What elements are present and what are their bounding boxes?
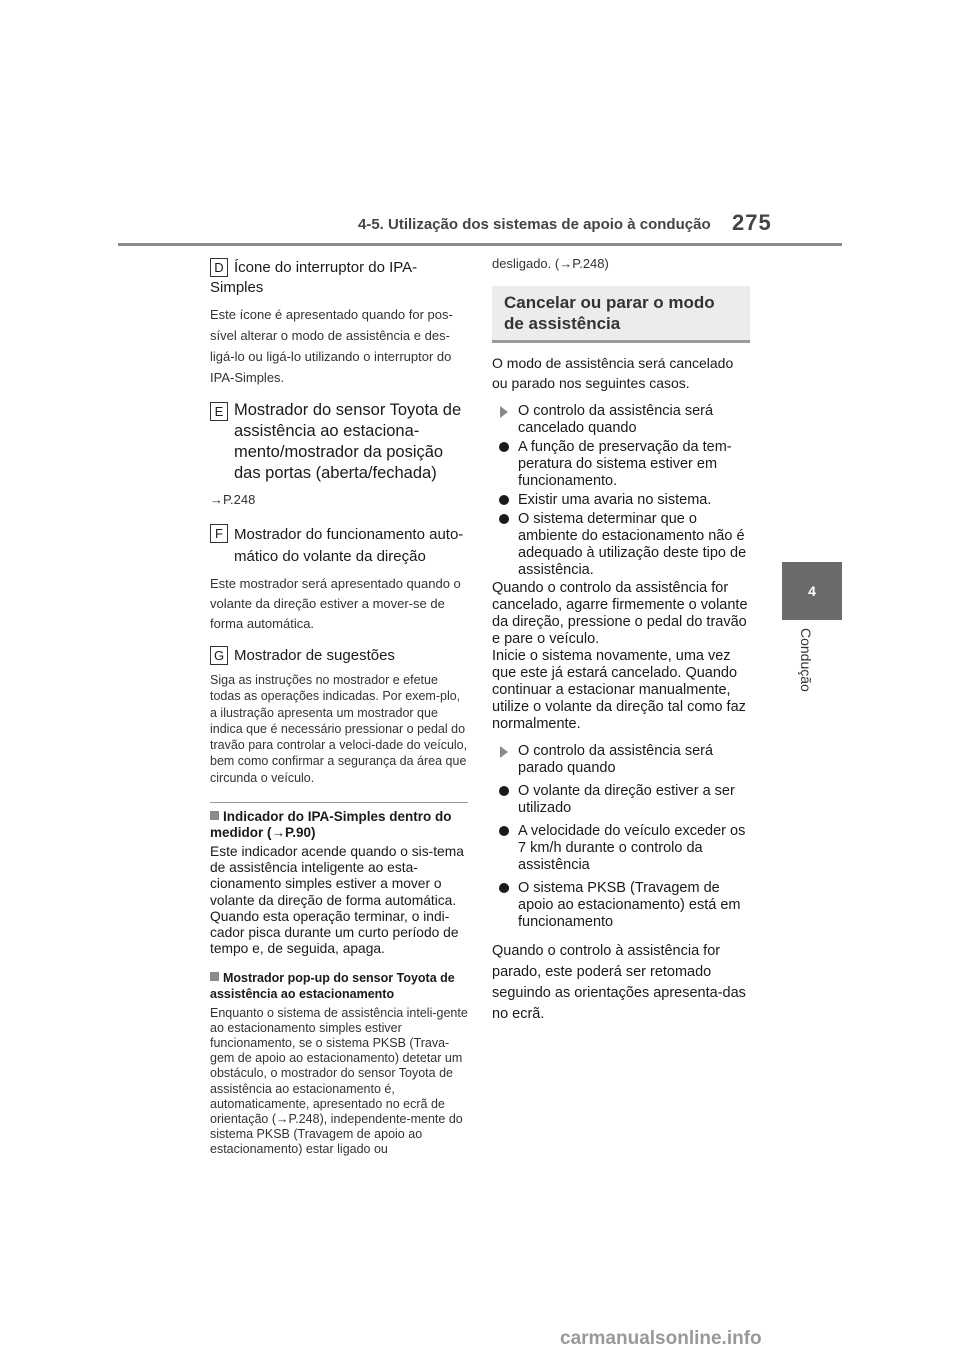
triangle-bullet-icon [500, 406, 508, 418]
bullet-dot-icon [499, 514, 509, 524]
continuation-text: desligado. (→P.248) [492, 256, 609, 271]
chapter-tab[interactable] [782, 562, 842, 620]
triangle-bullet-icon [500, 746, 508, 758]
cancel-bullet-2-text: Existir uma avaria no sistema. [518, 492, 712, 508]
watermark: carmanualsonline.info [560, 1328, 762, 1349]
square-bullet-icon [210, 972, 219, 981]
item-d [210, 258, 468, 388]
item-f-title: Mostrador do funcionamento auto-mático do volante da direção [234, 526, 464, 565]
sub-section-indicator [210, 809, 468, 957]
cancel-bullet-1 [492, 439, 750, 490]
cancel-group-title: O controlo da assistência será cancelado quando [518, 403, 714, 436]
bullet-dot-icon [499, 442, 509, 452]
stop-bullet-1-text: O volante da direção estiver a ser utilizado [518, 783, 735, 816]
left-column [210, 258, 468, 1158]
cancel-group-title-row [492, 403, 750, 437]
item-e-text: →P.248 [210, 492, 256, 507]
item-g-text: Siga as instruções no mostrador e efetue todas as operações indicadas. Por exem-plo, a ilustração apresenta um mostrador que indica que é necessário pressionar o pedal do travão para controlar a veloci-dade do veículo, bem como confirmar a segurança da área que circunda o veículo. [210, 673, 468, 785]
item-d-title-row [210, 258, 468, 298]
chapter-label: Condução [798, 628, 814, 692]
sub-heading-popup-text: Mostrador pop-up do sensor Toyota de assistência ao estacionamento [210, 970, 455, 1001]
sub-heading-popup [210, 970, 468, 1002]
chapter-section-title: 4-5. Utilização dos sistemas de apoio à condução [358, 216, 711, 233]
section-title-box [492, 286, 750, 343]
cancel-paragraph-2: Inicie o sistema novamente, uma vez que este já estará cancelado. Quando continuar a estacionar manualmente, utilize o volante da direção tal como faz normalmente. [492, 648, 746, 732]
item-g-title-row [210, 646, 468, 666]
stop-group-title-row [492, 743, 750, 777]
item-d-letter: D [210, 258, 228, 277]
cancel-bullet-3 [492, 511, 750, 579]
sub-heading-indicator-text: Indicador do IPA-Simples dentro do medidor (→P.90) [210, 809, 452, 841]
sub-section-popup [210, 970, 468, 1158]
sub-heading-indicator [210, 809, 468, 841]
square-bullet-icon [210, 811, 219, 820]
section-intro: O modo de assistência será cancelado ou parado nos seguintes casos. [492, 355, 734, 391]
item-f-letter: F [210, 524, 228, 543]
page-number: 275 [732, 210, 772, 235]
item-g-title: Mostrador de sugestões [234, 647, 395, 664]
section-divider [210, 802, 468, 803]
section-title: Cancelar ou parar o modo de assistência [504, 293, 715, 333]
right-column [492, 256, 750, 1025]
bullet-dot-icon [499, 826, 509, 836]
header-rule [118, 243, 842, 246]
bullet-dot-icon [499, 495, 509, 505]
cancel-bullet-1-text: A função de preservação da tem-peratura do sistema estiver em funcionamento. [518, 439, 732, 489]
item-d-text: Este ícone é apresentado quando for pos-sível alterar o modo de assistência e des-ligá-lo ou ligá-lo utilizando o interruptor do IPA-Simples. [210, 307, 453, 385]
stop-bullet-2-text: A velocidade do veículo exceder os 7 km/h durante o controlo da assistência [518, 823, 746, 873]
bullet-dot-icon [499, 883, 509, 893]
cancel-paragraph-1: Quando o controlo da assistência for cancelado, agarre firmemente o volante da direção, pressione o pedal do travão e pare o veículo. [492, 580, 748, 647]
chapter-number: 4 [808, 583, 816, 599]
stop-bullet-3 [492, 880, 750, 931]
item-e [210, 400, 468, 508]
stop-group-title: O controlo da assistência será parado quando [518, 743, 714, 776]
sub-popup-text: Enquanto o sistema de assistência inteli-gente ao estacionamento simples estiver funcionamento, se o sistema PKSB (Trava-gem de apoio ao estacionamento) detetar um obstáculo, o mostrador do sensor Toyota de assistência ao estacionamento é, automaticamente, apresentado no ecrã de orientação (→P.248), independente-mente do sistema PKSB (Travagem de apoio ao estacionamento) estar ligado ou [210, 1005, 468, 1157]
stop-bullet-3-text: O sistema PKSB (Travagem de apoio ao estacionamento) está em funcionamento [518, 880, 741, 930]
item-f [210, 524, 468, 634]
stop-bullet-2 [492, 823, 750, 874]
item-g [210, 646, 468, 786]
closing-paragraph: Quando o controlo à assistência for parado, este poderá ser retomado seguindo as orientações apresenta-das no ecrã. [492, 943, 746, 1022]
item-f-title-row [210, 524, 468, 568]
stop-group [492, 743, 750, 931]
bullet-dot-icon [499, 786, 509, 796]
cancel-bullet-2 [492, 492, 750, 509]
item-e-title-row [210, 400, 468, 484]
stop-bullet-1 [492, 783, 750, 817]
item-g-letter: G [210, 646, 228, 665]
item-e-title: Mostrador do sensor Toyota de assistência ao estaciona-mento/mostrador da posição das portas (aberta/fechada) [234, 401, 462, 482]
sub-indicator-text: Este indicador acende quando o sis-tema de assistência inteligente ao esta-cionamento simples estiver a mover o volante da direção de forma automática. Quando esta operação terminar, o indi-cador pisca durante um curto período de tempo e, de seguida, apaga. [210, 844, 464, 957]
item-d-title: Ícone do interruptor do IPA-Simples [210, 259, 418, 296]
item-f-text: Este mostrador será apresentado quando o volante da direção estiver a mover-se de forma automática. [210, 576, 461, 631]
cancel-group [492, 403, 750, 579]
cancel-bullet-3-text: O sistema determinar que o ambiente do estacionamento não é adequado à utilização deste tipo de assistência. [518, 511, 747, 578]
item-e-letter: E [210, 402, 228, 421]
